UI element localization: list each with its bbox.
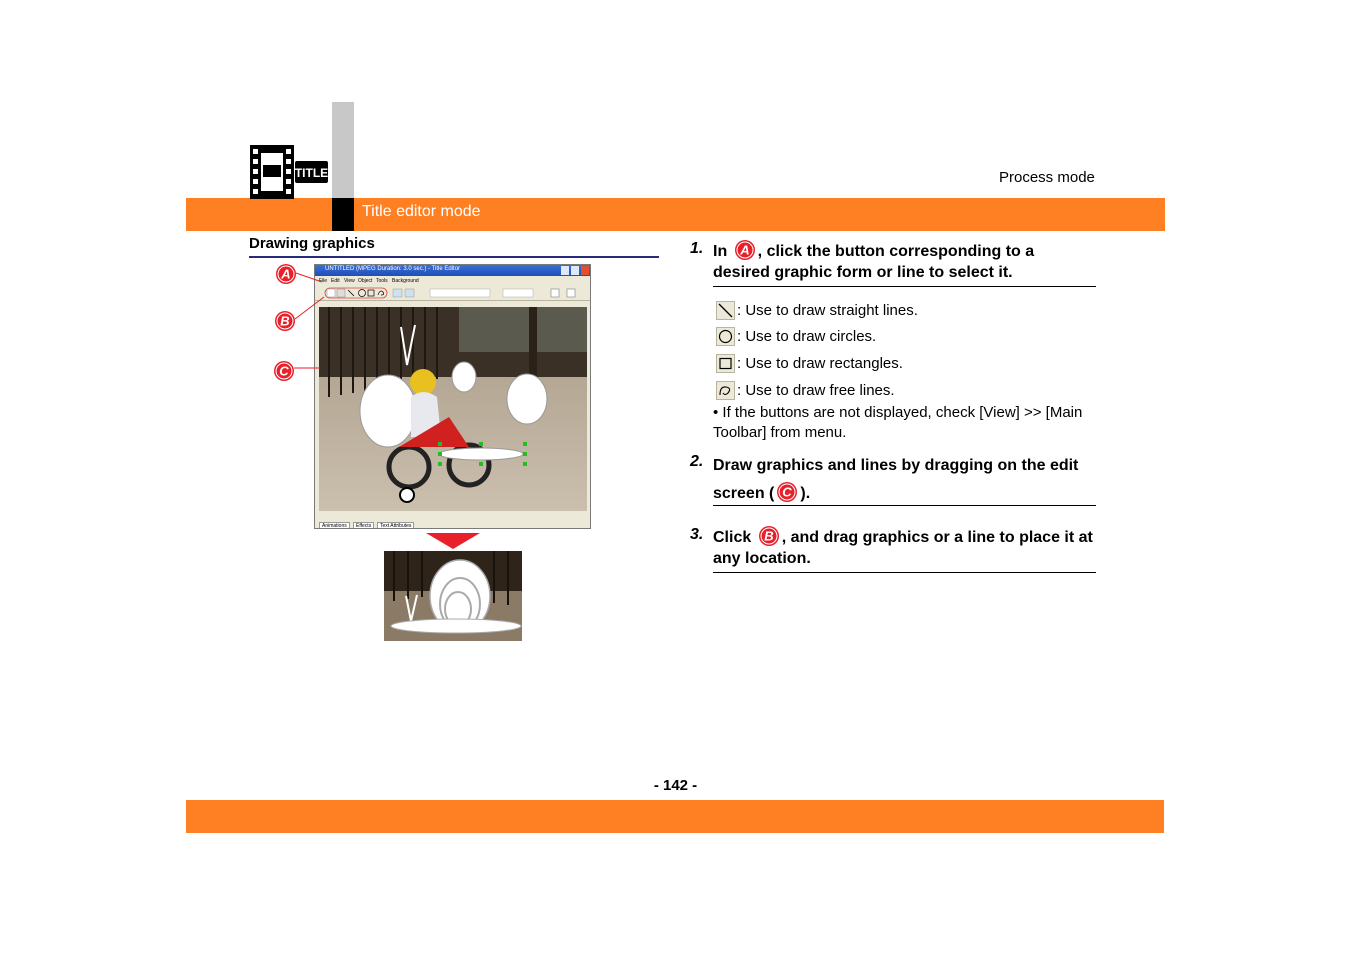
screenshot-tab-strip: [315, 521, 590, 529]
step-2-text: [713, 452, 1093, 508]
menu-file: File: [319, 278, 328, 284]
callout-a-letter: A: [281, 266, 291, 282]
circle-tool-icon: [716, 327, 735, 346]
screenshot-menubar: [315, 277, 590, 286]
step-3-badge-letter: B: [763, 528, 774, 544]
menu-background: Background: [392, 278, 419, 284]
tool-row-circle: [716, 327, 876, 346]
title-editor-mode-icon: [250, 145, 328, 199]
footer-orange-bar: [186, 800, 1164, 833]
rectangle-tool-icon: [716, 354, 735, 373]
callout-c-letter: C: [279, 363, 289, 379]
menu-view: View: [344, 278, 355, 284]
callout-b-badge: [274, 310, 296, 332]
line-tool-icon: [716, 301, 735, 320]
toolbar-note: • If the buttons are not displayed, check [View] >> [Main Toolbar] from menu.: [713, 404, 1083, 441]
step-1-text: [713, 239, 1093, 283]
screenshot-titlebar: [315, 265, 590, 276]
screenshot-toolbar: [315, 286, 590, 301]
step-2-number: 2.: [690, 453, 704, 470]
menu-tools: Tools: [376, 278, 388, 284]
tool-circle-description: : Use to draw circles.: [737, 328, 877, 345]
callout-b-letter: B: [280, 313, 290, 329]
callout-c-badge: [776, 481, 798, 503]
step-2-badge-letter: C: [782, 484, 793, 500]
step-3-number: 3.: [690, 526, 704, 543]
callout-b-badge: [758, 525, 780, 547]
screenshot-window-title: UNTITLED (MPEG Duration: 3.0 sec.) - Title Editor: [325, 266, 461, 272]
tab-effects: Effects: [353, 522, 374, 529]
tool-rectangle-description: : Use to draw rectangles.: [737, 355, 903, 372]
menu-object: Object: [358, 278, 373, 284]
step-3-text: [713, 525, 1098, 569]
callout-a-badge: [275, 263, 297, 285]
process-mode-label: Process mode: [999, 169, 1095, 186]
tool-row-line: [716, 301, 918, 320]
callout-c-badge: [273, 360, 295, 382]
tool-line-description: : Use to draw straight lines.: [737, 302, 918, 319]
tool-row-freehand: [716, 381, 895, 400]
tab-text-attributes: Text Attributes: [377, 522, 414, 529]
step-3-rule: [713, 572, 1096, 573]
step-2-rule: [713, 505, 1096, 506]
step-1-rule: [713, 286, 1096, 287]
page-number: - 142 -: [653, 777, 698, 794]
section-title: Title editor mode: [362, 203, 481, 220]
step-3-text-before: Click: [713, 529, 756, 546]
step-1-number: 1.: [690, 240, 704, 257]
down-arrow-icon: [426, 533, 480, 549]
header-black-tab: [332, 198, 354, 231]
callout-a-badge: [734, 239, 756, 261]
window-control-icons: [561, 266, 589, 275]
drawing-graphics-heading: Drawing graphics: [249, 235, 375, 252]
step-1-text-after: , click the button corresponding to a desired graphic form or line to select it.: [713, 243, 1035, 281]
menu-edit: Edit: [331, 278, 340, 284]
step-2-text-after: ).: [800, 485, 811, 502]
tab-animations: Animations: [319, 522, 350, 529]
step-3-text-after: , and drag graphics or a line to place it at any location.: [713, 529, 1093, 567]
step-1-badge-letter: A: [739, 242, 750, 258]
freehand-tool-icon: [716, 381, 735, 400]
title-icon-text: TITLE: [294, 166, 328, 180]
step-2-text-before: Draw graphics and lines by dragging on the edit screen (: [713, 457, 1079, 502]
title-editor-screenshot: [314, 264, 591, 529]
step-1-text-before: In: [713, 243, 732, 260]
result-preview-image: [384, 551, 522, 641]
screenshot-edit-canvas: [319, 307, 587, 511]
tool-freehand-description: : Use to draw free lines.: [737, 382, 895, 399]
tool-row-rectangle: [716, 354, 903, 373]
